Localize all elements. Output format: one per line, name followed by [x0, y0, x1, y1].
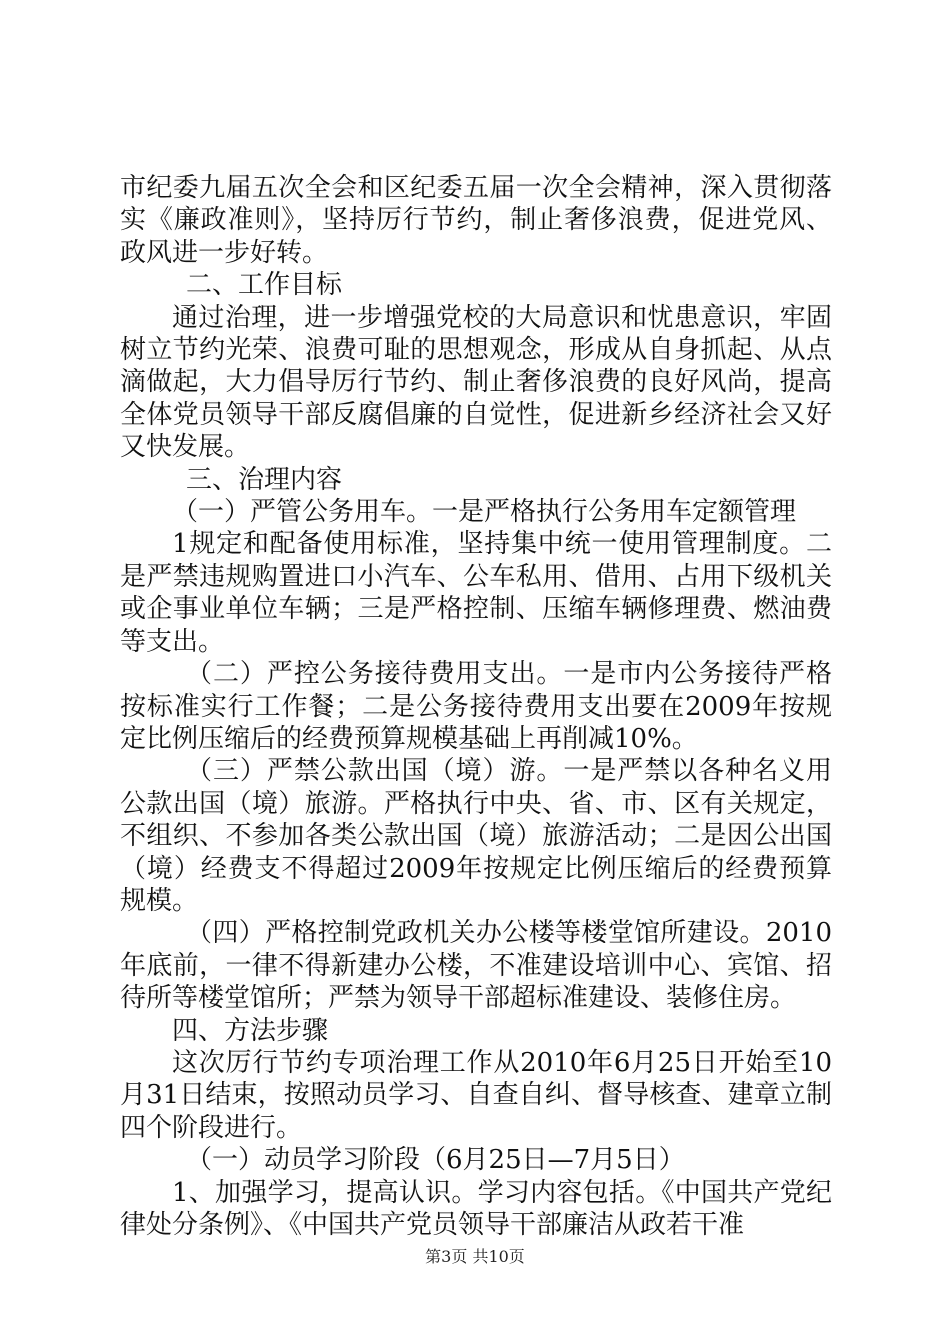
- paragraph-stage-one: （一）动员学习阶段（6月25日—7月5日）: [186, 1145, 685, 1176]
- paragraph-intro: 市纪委九届五次全会和区纪委五届一次全会精神，深入贯彻落实《廉政准则》，坚持厉行节约，制止奢侈浪费，促进党风、政风进一步好转。: [120, 173, 832, 268]
- paragraph-study: 1、加强学习，提高认识。学习内容包括。《中国共产党纪律处分条例》、《中国共产党员领导干部廉洁从政若干准: [120, 1177, 832, 1240]
- paragraph-vehicles: 1规定和配备使用标准，坚持集中统一使用管理制度。二是严禁违规购置进口小汽车、公车私用、借用、占用下级机关或企事业单位车辆；三是严格控制、压缩车辆修理费、燃油费等支出。: [120, 529, 832, 657]
- section-heading-goals: 二、工作目标: [186, 270, 343, 301]
- paragraph-vehicles-heading: （一）严管公务用车。一是严格执行公务用车定额管理: [172, 497, 797, 528]
- paragraph-steps: 这次厉行节约专项治理工作从2010年6月25日开始至10月31日结束，按照动员学习、自查自纠、督导核查、建章立制四个阶段进行。: [120, 1047, 832, 1143]
- section-heading-steps: 四、方法步骤: [172, 1015, 329, 1046]
- paragraph-reception: （二）严控公务接待费用支出。一是市内公务接待严格按标准实行工作餐；二是公务接待费用支出要在2009年按规定比例压缩后的经费预算规模基础上再削减10%。: [120, 659, 832, 754]
- document-body: [120, 172, 832, 1241]
- paragraph-overseas: （三）严禁公款出国（境）游。一是严禁以各种名义用公款出国（境）旅游。严格执行中央、省、市、区有关规定，不组织、不参加各类公款出国（境）旅游活动；二是因公出国（境）经费支不得超过2009年按规定比例压缩后的经费预算规模。: [120, 756, 832, 916]
- section-heading-content: 三、治理内容: [186, 464, 343, 495]
- paragraph-goals: 通过治理，进一步增强党校的大局意识和忧患意识，牢固树立节约光荣、浪费可耻的思想观念，形成从自身抓起、从点滴做起，大力倡导厉行节约、制止奢侈浪费的良好风尚，提高全体党员领导干部反腐倡廉的自觉性，促进新乡经济社会又好又快发展。: [120, 302, 832, 463]
- paragraph-buildings: （四）严格控制党政机关办公楼等楼堂馆所建设。2010年底前，一律不得新建办公楼，不准建设培训中心、宾馆、招待所等楼堂馆所；严禁为领导干部超标准建设、装修住房。: [120, 918, 832, 1014]
- page-number-footer: 第3页 共10页: [425, 1247, 525, 1266]
